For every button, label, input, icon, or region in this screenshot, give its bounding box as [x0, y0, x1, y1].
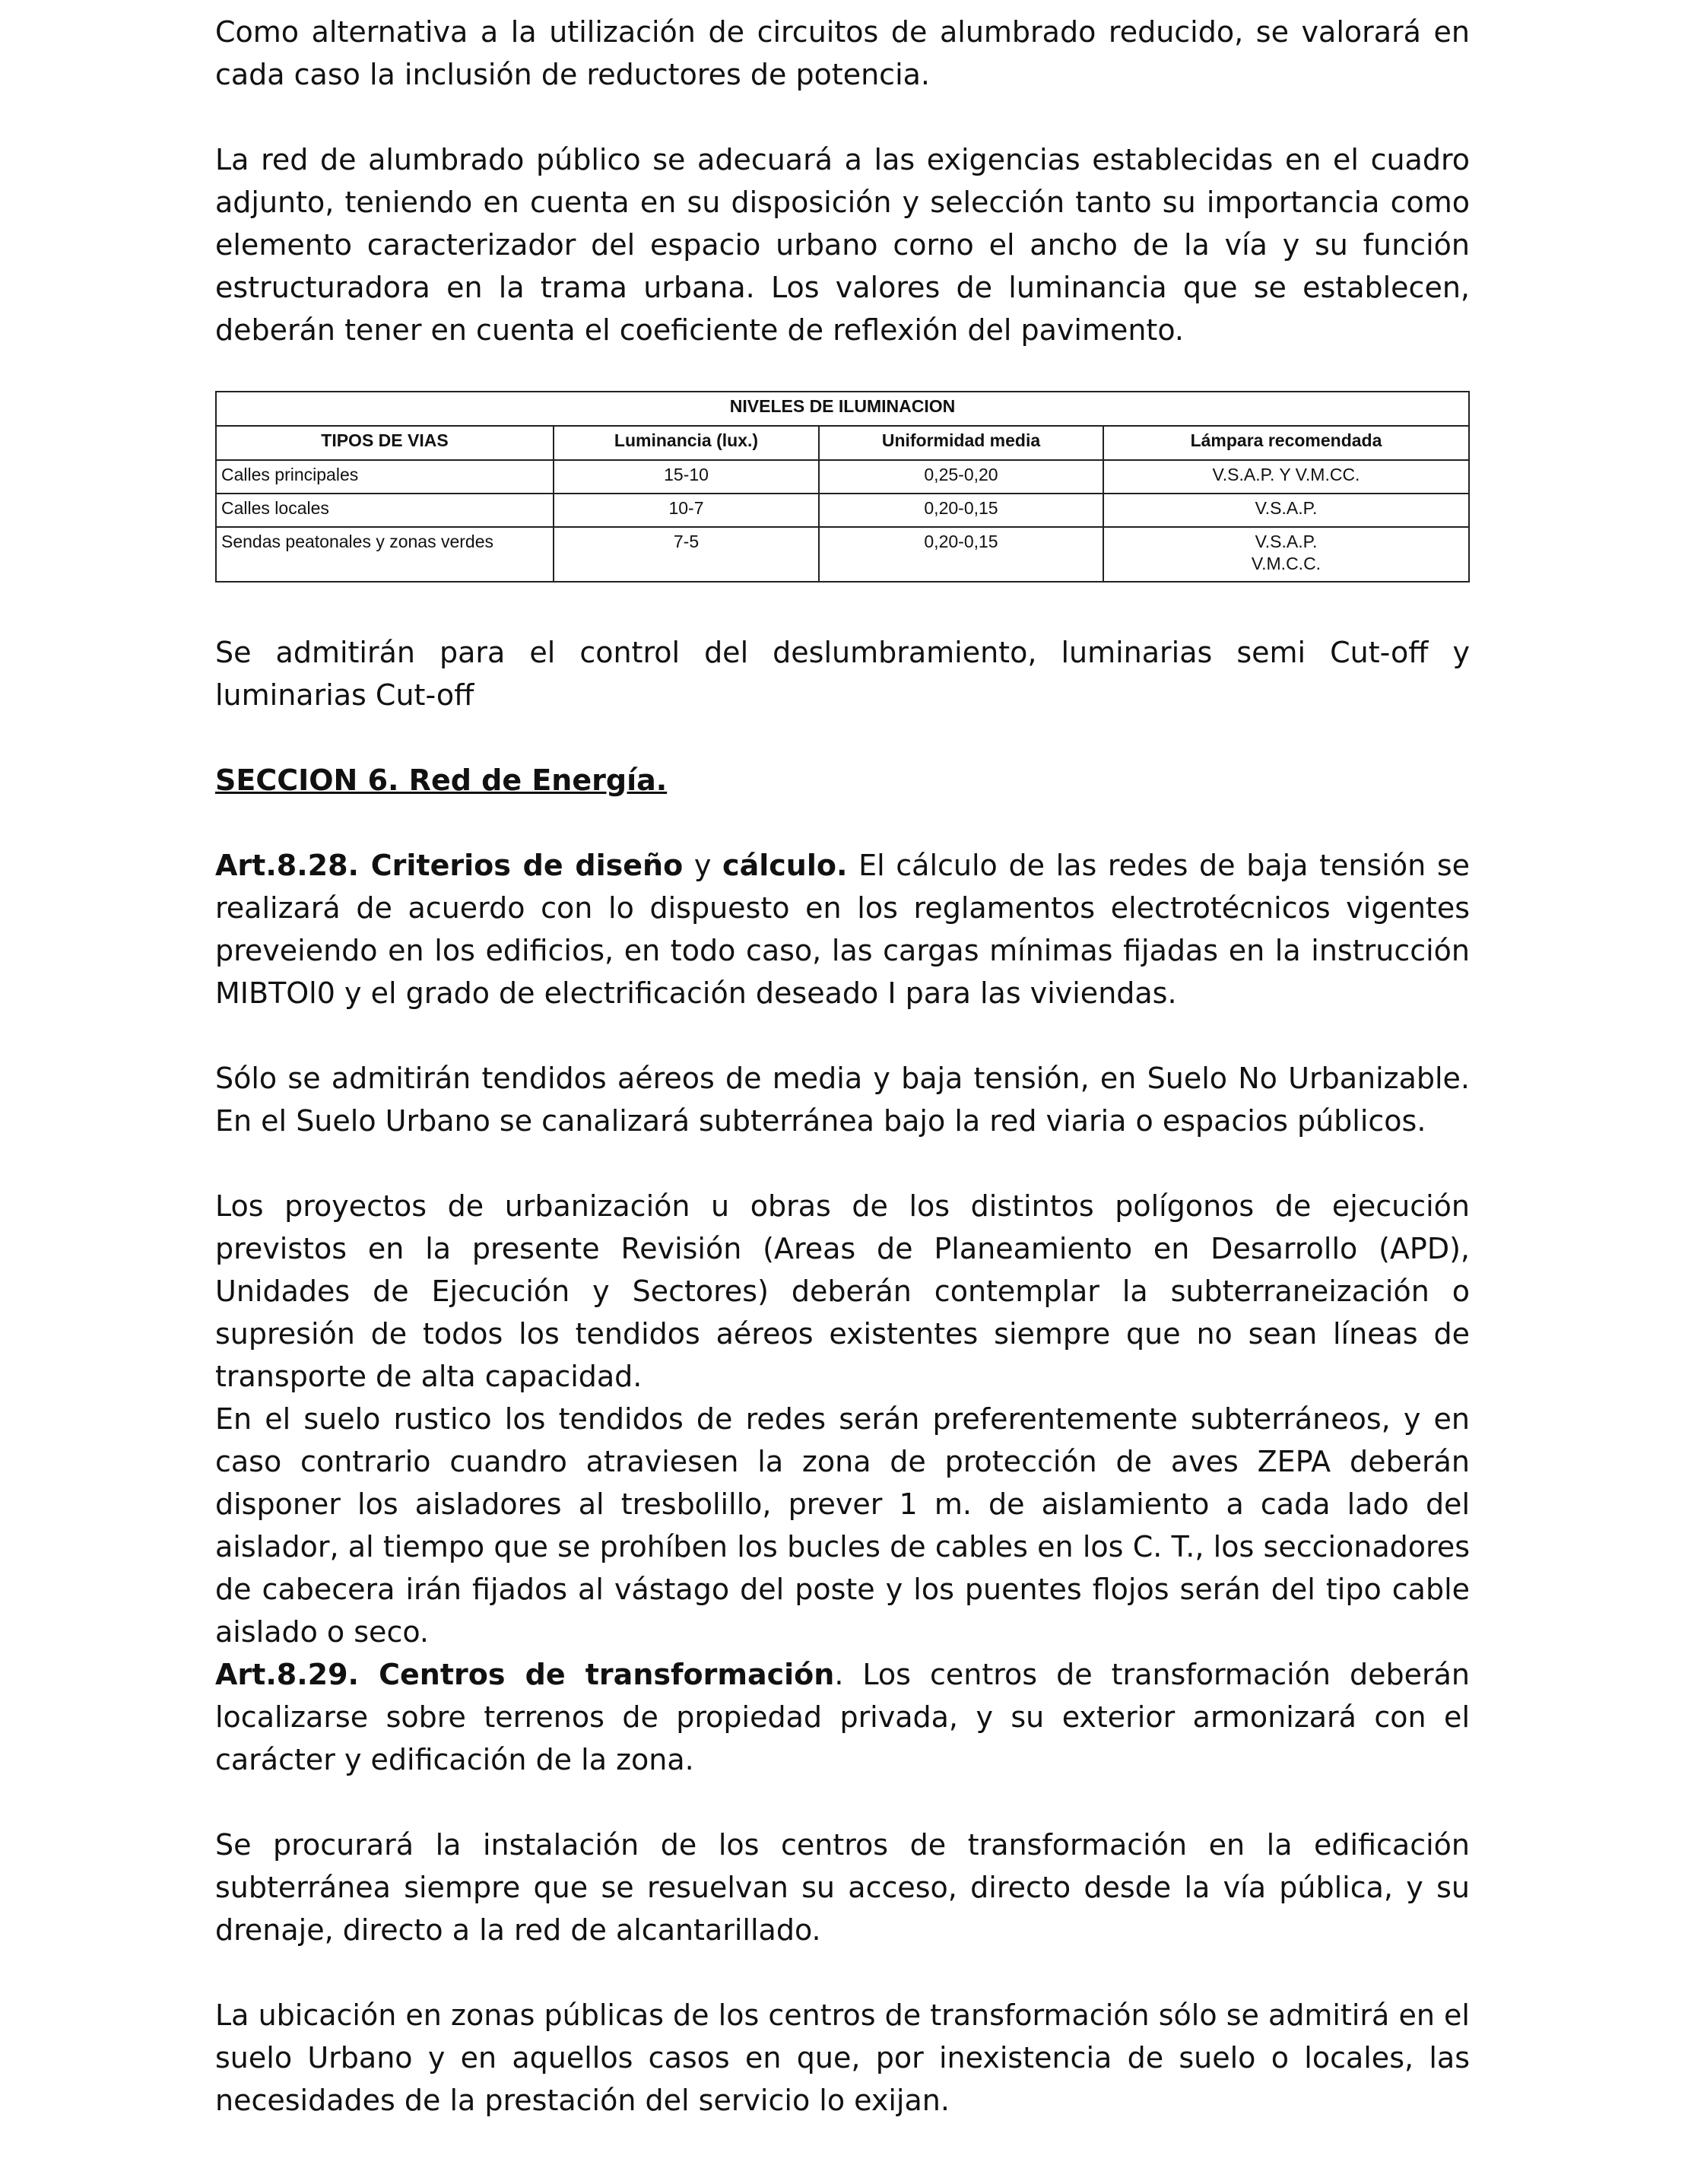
table-cell: Sendas peatonales y zonas verdes — [216, 527, 554, 582]
table-row — [216, 460, 1469, 494]
table-title: NIVELES DE ILUMINACION — [216, 392, 1469, 426]
article-title: cálculo. — [722, 849, 848, 882]
table-cell: Calles principales — [216, 460, 554, 494]
article-8-29 — [215, 1653, 1470, 1781]
illumination-table — [215, 391, 1470, 583]
paragraph: Como alternativa a la utilización de circuitos de alumbrado reducido, se valorará en cada caso la inclusión de reductores de potencia. — [215, 15, 1470, 91]
paragraph: Los proyectos de urbanización u obras de los distintos polígonos de ejecución previstos en la presente Revisión (Areas de Planeamiento en Desarrollo (APD), Unidades de Ejecución y Sectores) deberán contemplar la subterraneización o supresión de todos los tendidos aéreos existentes siempre que no sean líneas de transporte de alta capacidad. — [215, 1189, 1470, 1393]
table-cell: 0,20-0,15 — [819, 494, 1103, 527]
table-cell: 0,25-0,20 — [819, 460, 1103, 494]
paragraph: Se procurará la instalación de los centros de transformación en la edificación subterránea siempre que se resuelvan su acceso, directo desde la vía pública, y su drenaje, directo a la red de alcantarillado. — [215, 1828, 1470, 1947]
lamp-line: V.S.A.P. — [1255, 532, 1318, 551]
table-cell — [1103, 527, 1469, 582]
article-body: . Los centros de transformación deberán localizarse sobre terrenos de propiedad privada, y su exterior armonizará con el carácter y edificación de la zona. — [215, 1658, 1471, 1776]
table-cell: V.S.A.P. Y V.M.CC. — [1103, 460, 1469, 494]
table-cell: 15-10 — [554, 460, 819, 494]
article-title-conj: y — [693, 849, 712, 882]
column-header: Uniformidad media — [819, 426, 1103, 460]
table-cell: 0,20-0,15 — [819, 527, 1103, 582]
column-header: Lámpara recomendada — [1103, 426, 1469, 460]
table-row — [216, 494, 1469, 527]
table-row — [216, 527, 1469, 582]
table-cell: 10-7 — [554, 494, 819, 527]
paragraph: La ubicación en zonas públicas de los centros de transformación sólo se admitirá en el suelo Urbano y en aquellos casos en que, por inexistencia de suelo o locales, las necesidades de la prestación del servicio lo exijan. — [215, 1998, 1470, 2117]
section-heading-text: SECCION 6. Red de Energía. — [215, 763, 668, 797]
paragraph: Sólo se admitirán tendidos aéreos de media y baja tensión, en Suelo No Urbanizable. En el Suelo Urbano se canalizará subterránea bajo la red viaria o espacios públicos. — [215, 1062, 1470, 1138]
column-header: Luminancia (lux.) — [554, 426, 819, 460]
article-body: El cálculo de las redes de baja tensión se realizará de acuerdo con lo dispuesto en los reglamentos electrotécnicos vigentes preveiendo en los edificios, en todo caso, las cargas mínimas fijadas en la instrucción MIBTOl0 y el grado de electrificación deseado I para las viviendas. — [215, 849, 1470, 1010]
article-8-28 — [215, 844, 1470, 1014]
paragraph: En el suelo rustico los tendidos de redes serán preferentemente subterráneos, y en caso contrario cuandro atraviesen la zona de protección de aves ZEPA deberán disponer los aisladores al tresbolillo, prever 1 m. de aislamiento a cada lado del aislador, al tiempo que se prohíben los bucles de cables en los C. T., los seccionadores de cabecera irán fijados al vástago del poste y los puentes flojos serán del tipo cable aislado o seco. — [215, 1402, 1470, 1649]
article-title: Art.8.28. Criterios de diseño — [215, 849, 684, 882]
table-cell: Calles locales — [216, 494, 554, 527]
paragraph: Se admitirán para el control del deslumbramiento, luminarias semi Cut-off y luminarias Cut-off — [215, 636, 1470, 712]
article-title: Art.8.29. Centros de transformación — [215, 1658, 835, 1691]
column-header: TIPOS DE VIAS — [216, 426, 554, 460]
table-cell: V.S.A.P. — [1103, 494, 1469, 527]
paragraph: La red de alumbrado público se adecuará a las exigencias establecidas en el cuadro adjunto, teniendo en cuenta en su disposición y selección tanto su importancia como elemento caracterizador del espacio urbano corno el ancho de la vía y su función estructuradora en la trama urbana. Los valores de luminancia que se establecen, deberán tener en cuenta el coeficiente de reflexión del pavimento. — [215, 143, 1470, 347]
lamp-line: V.M.C.C. — [1251, 554, 1322, 573]
table-cell: 7-5 — [554, 527, 819, 582]
section-heading — [215, 759, 1470, 802]
